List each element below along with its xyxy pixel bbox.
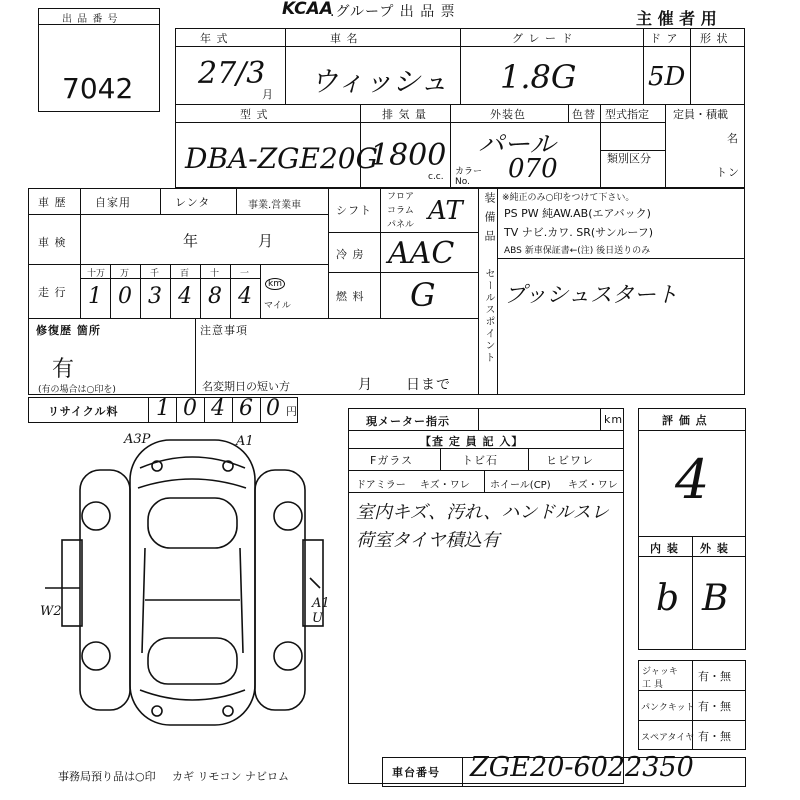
exterior-label: 外 装 [700, 542, 729, 555]
cc-unit: c.c. [428, 172, 444, 182]
lot-number: 7042 [62, 72, 134, 105]
mileage-digit: 0 [118, 284, 132, 309]
spare-label: スペアタイヤ [641, 733, 695, 743]
mark-a1-top: A1 [236, 434, 254, 449]
office-note: 事務局預り品は○印 [58, 770, 156, 783]
equipment-row-2: TV ナビ.カワ. SR(サンルーフ) [504, 226, 654, 239]
mile-unit: マイル [264, 301, 291, 311]
inspection-label: 車 検 [38, 236, 67, 249]
org-title: .グループ 出 品 票 [330, 4, 456, 20]
color-no-value: 070 [508, 154, 558, 184]
mileage-digit: 1 [88, 284, 102, 309]
repair-note: (有の場合は○印を) [38, 385, 116, 395]
short-period-label: 名変期日の短い方 [202, 380, 290, 393]
inspection-year: 年 [183, 232, 200, 250]
digit-header: 十 [210, 269, 220, 279]
shape-label: 形 状 [700, 32, 729, 45]
mirror-condition: キズ・ワレ [420, 480, 470, 491]
year-value: 27/3 [198, 56, 266, 91]
recycle-digit: 6 [239, 396, 253, 421]
shift-label: シフト [336, 204, 372, 217]
capacity-unit-tons: トン [716, 166, 740, 179]
digit-header: 百 [180, 269, 190, 279]
mileage-digit: 8 [208, 284, 222, 309]
recycle-unit: 円 [286, 405, 298, 418]
equipment-row-1: PS PW 純AW.AB(エアバック) [504, 207, 651, 220]
name-label: 車 名 [330, 32, 359, 45]
spare-value: 有・無 [698, 730, 731, 743]
sales-point-value: プッシュスタート [504, 283, 679, 308]
month-suffix: 月 [262, 88, 274, 101]
period-month: 月 [358, 377, 373, 393]
recycle-digit: 0 [266, 396, 280, 421]
lot-number-label: 出 品 番 号 [62, 14, 119, 25]
inspector-notes-line-1: 室内キズ、汚れ、ハンドルスレ [356, 502, 609, 523]
mileage-digit: 4 [238, 284, 252, 309]
recycle-digit: 1 [156, 396, 170, 421]
mark-w2: W2 [40, 604, 62, 619]
color-no-label: カラー No. [455, 167, 483, 187]
fuel-label: 燃 料 [336, 290, 365, 303]
model-value: DBA-ZGE20G [185, 142, 378, 175]
displacement-label: 排 気 量 [382, 108, 427, 121]
recycle-label: リサイクル料 [48, 405, 119, 418]
digit-header: 万 [120, 269, 130, 279]
repair-value: 有 [52, 357, 75, 382]
floor-label: フロア [387, 192, 415, 202]
km-unit-circled: km [265, 278, 285, 290]
mileage-label: 走 行 [38, 286, 67, 299]
capacity-unit-persons: 名 [727, 132, 739, 145]
car-body-diagram [20, 428, 340, 738]
recycle-digit: 4 [211, 396, 225, 421]
notes-label: 注意事項 [200, 324, 248, 337]
glass-label: Fガラス [370, 454, 413, 467]
period-day: 日まで [406, 377, 451, 393]
repair-label: 修復歴 箇所 [36, 324, 101, 337]
chassis-label: 車台番号 [392, 766, 440, 779]
class-label: 類別区分 [607, 152, 651, 165]
sales-point-label: セールスポイント [483, 268, 494, 364]
interior-grade: b [656, 578, 680, 619]
color-label: 外装色 [490, 108, 526, 121]
shift-value: AT [428, 196, 463, 226]
mark-a1-right: A1 U [312, 596, 330, 626]
door-value: 5D [648, 62, 686, 92]
evaluation-score: 4 [675, 448, 710, 511]
inspection-month: 月 [258, 232, 275, 250]
color-change-label: 色替 [572, 108, 596, 121]
displacement-value: 1800 [370, 138, 447, 173]
ac-label: 冷 房 [336, 248, 365, 261]
exterior-grade: B [702, 578, 729, 619]
equipment-note: ※純正のみ○印をつけて下さい。 [502, 193, 635, 203]
digit-header: 一 [240, 269, 250, 279]
mirror-label: ドアミラー [356, 480, 406, 491]
type-designation-label: 型式指定 [605, 108, 649, 121]
org-logo: KCAA [282, 0, 333, 19]
puncture-value: 有・無 [698, 700, 731, 713]
recycle-digit: 0 [183, 396, 197, 421]
mileage-digit: 3 [148, 284, 162, 309]
organizer-label: 主 催 者 用 [636, 9, 717, 28]
chassis-number: ZGE20-6022350 [470, 752, 694, 783]
model-label: 型 式 [240, 108, 269, 121]
evaluation-label: 評 価 点 [662, 414, 708, 427]
chip-label: トビ石 [462, 454, 498, 467]
report-label: 【査 定 員 記 入】 [420, 435, 524, 448]
panel-label: パネル [387, 220, 415, 230]
meter-km-unit: km [604, 413, 624, 426]
ac-value: AAC [388, 236, 455, 271]
door-label: ド ア [650, 32, 679, 45]
wheel-condition: キズ・ワレ [568, 480, 618, 491]
digit-header: 十万 [87, 269, 106, 279]
year-label: 年 式 [200, 32, 229, 45]
equipment-row-3: ABS 新車保証書←(注) 後日送りのみ [504, 246, 651, 256]
equipment-label: 装備品 [483, 192, 496, 249]
capacity-label: 定員・積載 [673, 108, 728, 121]
color-value: パール [478, 130, 556, 160]
digit-header: 千 [150, 269, 160, 279]
inspector-notes-line-2: 荷室タイヤ積込有 [356, 530, 500, 551]
puncture-label: パンクキット [641, 703, 695, 713]
crack-label: ヒビワレ [546, 454, 594, 467]
wheel-label: ホイール(CP) [490, 480, 551, 491]
fuel-value: G [410, 276, 436, 314]
history-business: 事業.営業車 [248, 200, 302, 211]
history-label: 車 歴 [38, 196, 67, 209]
column-label: コラム [387, 206, 414, 216]
name-value: ウィッシュ [310, 65, 448, 98]
jack-label: ジャッキ 工 具 [642, 667, 678, 690]
mark-a3p: A3P [124, 432, 151, 447]
meter-label: 現メーター指示 [366, 415, 450, 428]
grade-value: 1.8G [500, 58, 577, 96]
history-rental: レンタ [175, 196, 211, 209]
mileage-digit: 4 [178, 284, 192, 309]
interior-label: 内 装 [650, 542, 679, 555]
history-private: 自家用 [95, 196, 131, 209]
grade-label: グ レ ー ド [512, 32, 574, 45]
office-items: カギ リモコン ナビロム [172, 770, 289, 783]
jack-value: 有・無 [698, 670, 731, 683]
